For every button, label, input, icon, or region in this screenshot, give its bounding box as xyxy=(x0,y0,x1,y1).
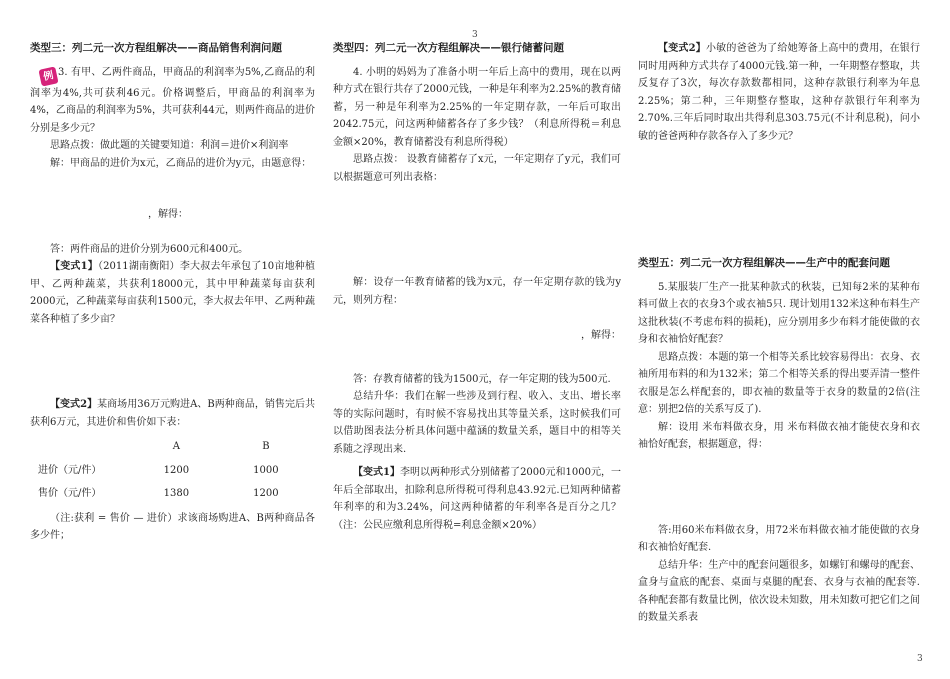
summary-text: 总结升华：我们在解一些涉及到行程、收入、支出、增长率等的实际问题时，有时候不容易找出其等量关系，这时候我们可以借助图表法分析具体问题中蕴涵的数量关系，题目中的相等关系随之浮现出来. xyxy=(333,391,621,455)
answer-text: 答:用60米布料做衣身，用72米布料做衣袖才能使做的衣身和衣袖恰好配套. xyxy=(638,524,920,553)
section-heading-type4: 类型四：列二元一次方程组解决——银行储蓄问题 xyxy=(333,42,564,54)
page-number-top: 3 xyxy=(472,30,478,40)
table-cell: 1200 xyxy=(253,488,279,499)
hint-text: 思路点拨：做此题的关键要知道：利润＝进价×利润率 xyxy=(50,140,289,151)
variant-tag: 【变式1】 xyxy=(50,261,98,272)
table-row-label: 售价（元/件） xyxy=(38,488,102,499)
table-cell: 1380 xyxy=(163,488,190,499)
table-header-b: B xyxy=(262,441,270,452)
example-badge-icon: 例 xyxy=(38,66,58,86)
variant-tag: 【变式1】 xyxy=(353,467,400,478)
variant-tag: 【变式2】 xyxy=(658,43,706,54)
table-cell: 1200 xyxy=(163,464,190,476)
problem-text: 4. 小明的妈妈为了准备小明一年后上高中的费用，现在以两种方式在银行共存了2000元钱，一种是年利率为2.25%的教育储蓄，另一种是年利率为2.25%的一年定期存款，一年后可取出2042.75元，问这两种储蓄各存了多少钱？（利息所得税＝利息金额×20%，教育储蓄没有利息所得税） xyxy=(333,66,621,148)
summary-text: 总结升华：生产中的配套问题很多，如螺钉和螺母的配套、盒身与盒底的配套、桌面与桌腿的配套、衣身与衣袖的配套等. 各种配套都有数量比例，依次设未知数，用未知数可把它们之间的数量关系表 xyxy=(638,559,920,623)
variant-text: 李明以两种形式分别储蓄了2000元和1000元，一年后全部取出，扣除利息所得税可得利息43.92元.已知两种储蓄年利率的和为3.24%，问这两种储蓄的年利率各是百分之几？（注：公民应缴利息所得税=利息金额×20%） xyxy=(333,467,621,531)
solution-text: 解：甲商品的进价为x元，乙商品的进价为y元，由题意得： xyxy=(50,157,312,169)
variant-1 xyxy=(333,464,621,534)
variant-text: （2011湖南衡阳）李大叔去年承包了10亩地种植甲、乙两种蔬菜，共获利18000元，其中甲种蔬菜每亩获利2000元，乙种蔬菜每亩获利1500元，李大叔去年甲、乙两种蔬菜各种植了多少亩？ xyxy=(30,261,315,325)
variant-text: 某商场用36万元购进A、B两种商品，销售完后共获利6万元，其进价和售价如下表： xyxy=(30,399,315,428)
section-heading-type3: 类型三：列二元一次方程组解决——商品销售利润问题 xyxy=(30,42,282,54)
variant-2 xyxy=(30,396,315,431)
note-text: （注:获利 = 售价 — 进价）求该商场购进A、B两种商品各多少件； xyxy=(30,512,315,541)
variant-text: 小敏的爸爸为了给她筹备上高中的费用，在银行同时用两种方式共存了4000元钱.第一种，一年期整存整取，共反复存了3次，每次存款数都相同，这种存款银行利率为年息2.25%；第二种，三年期整存整取，这种存款银行年利率为2.70%.三年后同时取出共得利息303.75元(不计利息税)，问小敏的爸爸两种存款各存入了多少元？ xyxy=(638,43,920,142)
table-header-row xyxy=(30,435,315,459)
table-row xyxy=(30,459,315,483)
problem-text: 5.某服装厂生产一批某种款式的秋装，已知每2米的某种布料可做上衣的衣身3个或衣袖5只. 现计划用132米这种布料生产这批秋装(不考虑布料的损耗)，应分别用多少布料才能使做的衣身和衣袖恰好配套？ xyxy=(638,281,920,345)
solve-label: ，解得： xyxy=(148,209,188,220)
section-heading-type5: 类型五：列二元一次方程组解决——生产中的配套问题 xyxy=(638,257,890,269)
column-right xyxy=(638,40,920,627)
price-table xyxy=(30,435,315,506)
hint-text: 思路点拨：本题的第一个相等关系比较容易得出：衣身、衣袖所用布料的和为132米；第二个相等关系的得出要弄清一整件衣服是怎么样配套的，即衣袖的数量等于衣身的数量的2倍(注意：别把2倍的关系写反了). xyxy=(638,351,920,415)
table-header-a: A xyxy=(172,441,180,452)
table-row-label: 进价（元/件） xyxy=(38,464,102,476)
variant-1 xyxy=(30,258,315,328)
table-cell xyxy=(30,435,136,459)
answer-text: 答：存教育储蓄的钱为1500元，存一年定期的钱为500元. xyxy=(353,373,611,385)
solve-label: ，解得： xyxy=(581,330,621,341)
variant-2 xyxy=(638,40,920,145)
problem-text: 3. 有甲、乙两件商品，甲商品的利润率为5%,乙商品的利润率为4%,共可获利46元。价格调整后，甲商品的利润率为4%，乙商品的利润率为5%，共可获利44元，则两件商品的进价分别是多少元？ xyxy=(30,66,315,134)
solution-text: 解：设用 米布料做衣身，用 米布料做衣袖才能使衣身和衣袖恰好配套，根据题意，得： xyxy=(638,421,920,450)
variant-tag: 【变式2】 xyxy=(50,399,98,410)
column-left xyxy=(30,40,315,545)
table-row xyxy=(30,482,315,506)
example-problem-3 xyxy=(30,64,315,138)
solution-text: 解：设存一年教育储蓄的钱为x元，存一年定期存款的钱为y元，则列方程： xyxy=(333,277,621,306)
table-cell: 1000 xyxy=(253,464,279,476)
answer-text: 答：两件商品的进价分别为600元和400元。 xyxy=(50,243,249,255)
column-middle xyxy=(333,40,621,534)
page-number-bottom: 3 xyxy=(917,654,923,664)
hint-text: 思路点拨： 设教育储蓄存了x元，一年定期存了y元，我们可以根据题意可列出表格： xyxy=(333,154,621,183)
